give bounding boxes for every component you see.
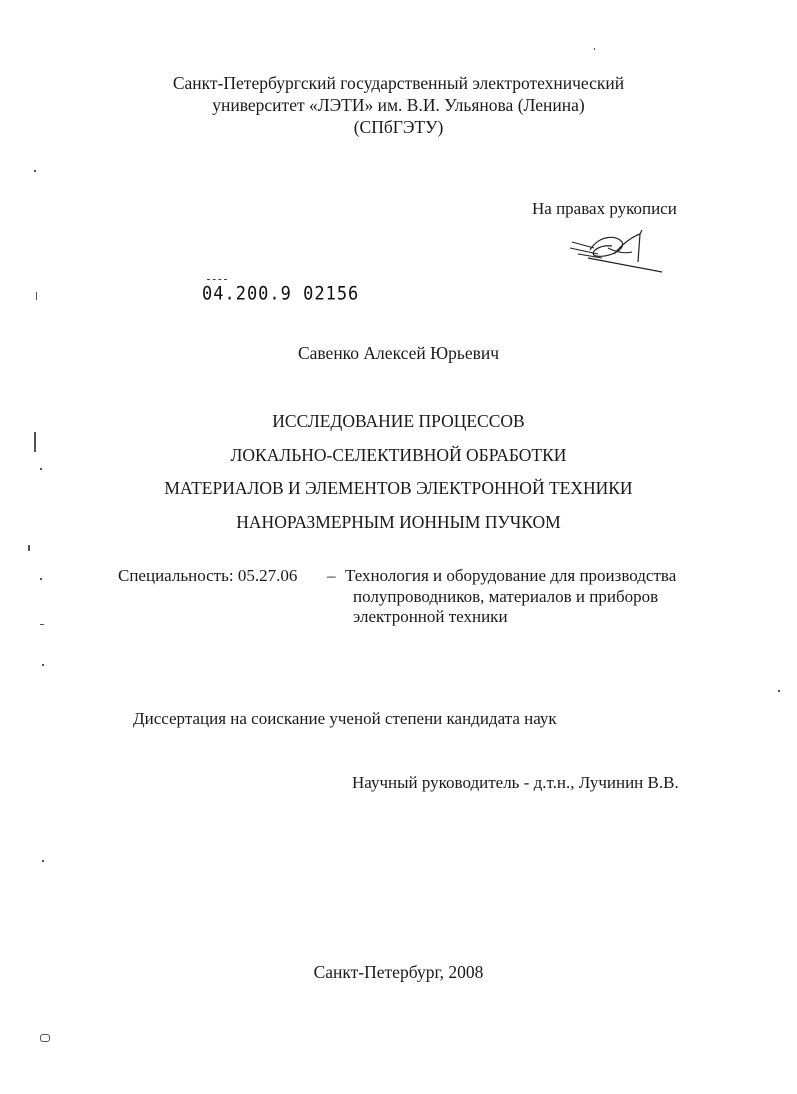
scan-speck xyxy=(40,578,42,580)
specialty-label: Специальность: 05.27.06 xyxy=(118,566,298,585)
scan-speck xyxy=(28,545,30,551)
scan-speck xyxy=(594,48,595,50)
scientific-supervisor: Научный руководитель - д.т.н., Лучинин В.В. xyxy=(352,773,679,792)
dissertation-type: Диссертация на соискание ученой степени кандидата наук xyxy=(133,709,557,728)
title-line-4: НАНОРАЗМЕРНЫМ ИОННЫМ ПУЧКОМ xyxy=(236,511,561,532)
scan-speck xyxy=(34,432,36,452)
title-line-1: ИССЛЕДОВАНИЕ ПРОЦЕССОВ xyxy=(272,411,525,431)
university-header xyxy=(0,72,797,138)
city-year: Санкт-Петербург, 2008 xyxy=(313,962,484,982)
scan-speck xyxy=(42,860,44,862)
university-line-2: университет «ЛЭТИ» им. В.И. Ульянова (Ленина) xyxy=(212,95,585,115)
scan-speck xyxy=(40,624,44,625)
university-line-3: (СПбГЭТУ) xyxy=(353,117,444,137)
specialty-line-1: Технология и оборудование для производства xyxy=(345,566,677,585)
specialty-line-3: электронной техники xyxy=(353,607,508,626)
specialty-description xyxy=(345,566,676,628)
dissertation-title xyxy=(0,405,797,539)
title-line-2: ЛОКАЛЬНО-СЕЛЕКТИВНОЙ ОБРАБОТКИ xyxy=(230,444,567,465)
stamp-mark xyxy=(207,279,227,281)
scan-speck xyxy=(42,664,44,666)
scan-speck xyxy=(40,1034,50,1042)
specialty-dash: – xyxy=(327,566,336,585)
scan-speck xyxy=(40,468,42,470)
specialty-line-2: полупроводников, материалов и приборов xyxy=(353,586,659,606)
scan-speck xyxy=(778,690,780,692)
university-line-1: Санкт-Петербургский государственный электротехнический xyxy=(172,73,625,93)
author-name: Савенко Алексей Юрьевич xyxy=(297,343,500,363)
title-line-3: МАТЕРИАЛОВ И ЭЛЕМЕНТОВ ЭЛЕКТРОННОЙ ТЕХНИКИ xyxy=(164,478,633,498)
registration-stamp: 04.200.9 02156 xyxy=(202,283,360,305)
manuscript-rights-note: На правах рукописи xyxy=(532,199,677,218)
scan-speck xyxy=(34,170,36,172)
scan-speck xyxy=(36,292,37,300)
handwritten-signature xyxy=(568,228,668,276)
